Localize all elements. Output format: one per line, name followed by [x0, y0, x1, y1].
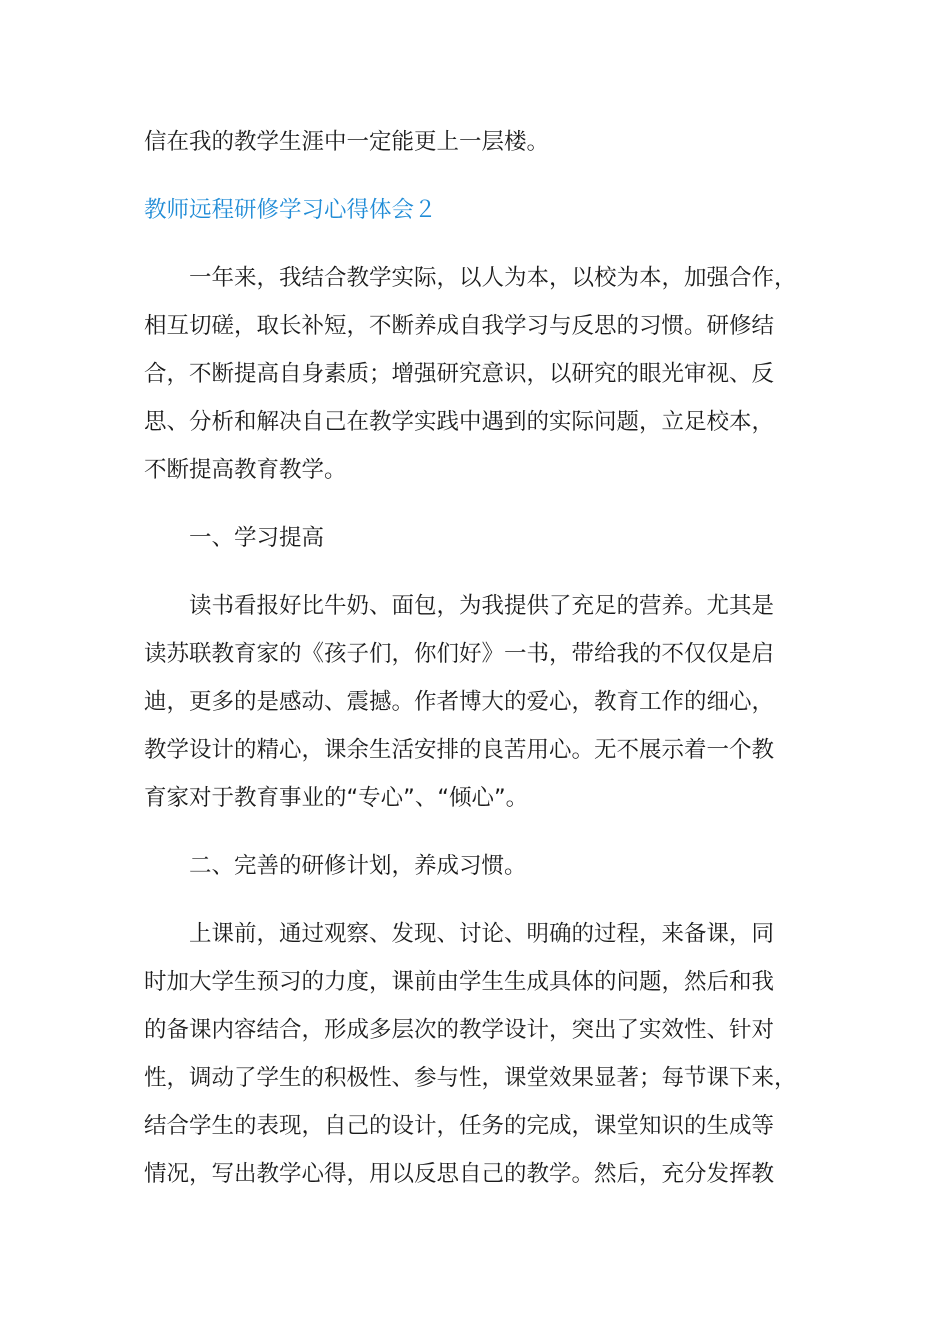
heading-study: 一、学习提高: [189, 525, 325, 551]
study-line: 迪，更多的是感动、震撼。作者博大的爱心，教育工作的细心，: [144, 689, 775, 715]
intro-line: 不断提高教育教学。: [144, 457, 347, 483]
plan-line: 的备课内容结合，形成多层次的教学设计，突出了实效性、针对: [144, 1017, 775, 1043]
plan-line: 结合学生的表现，自己的设计，任务的完成，课堂知识的生成等: [144, 1113, 775, 1139]
heading-plan: 二、完善的研修计划，养成习惯。: [189, 853, 527, 879]
section-title: 教师远程研修学习心得体会２: [144, 197, 437, 223]
plan-paragraph: [144, 910, 808, 1198]
intro-line: 思、分析和解决自己在教学实践中遇到的实际问题，立足校本，: [144, 409, 775, 435]
intro-line: 一年来，我结合教学实际，以人为本，以校为本，加强合作，: [189, 265, 797, 291]
intro-paragraph: [144, 254, 808, 494]
study-line: 教学设计的精心，课余生活安排的良苦用心。无不展示着一个教: [144, 737, 775, 763]
study-line: 育家对于教育事业的“专心”、“倾心”。: [144, 785, 529, 811]
plan-line: 上课前，通过观察、发现、讨论、明确的过程，来备课，同: [189, 921, 775, 947]
intro-line: 合，不断提高自身素质；增强研究意识，以研究的眼光审视、反: [144, 361, 775, 387]
continuation-text: 信在我的教学生涯中一定能更上一层楼。: [144, 129, 550, 155]
study-line: 读书看报好比牛奶、面包，为我提供了充足的营养。尤其是: [189, 593, 775, 619]
plan-line: 性，调动了学生的积极性、参与性，课堂效果显著；每节课下来，: [144, 1065, 797, 1091]
plan-line: 情况，写出教学心得，用以反思自己的教学。然后，充分发挥教: [144, 1161, 775, 1187]
study-paragraph: [144, 582, 808, 822]
intro-line: 相互切磋，取长补短，不断养成自我学习与反思的习惯。研修结: [144, 313, 775, 339]
plan-line: 时加大学生预习的力度，课前由学生生成具体的问题，然后和我: [144, 969, 775, 995]
study-line: 读苏联教育家的《孩子们，你们好》一书，带给我的不仅仅是启: [144, 641, 775, 667]
document-body: [144, 118, 808, 1198]
